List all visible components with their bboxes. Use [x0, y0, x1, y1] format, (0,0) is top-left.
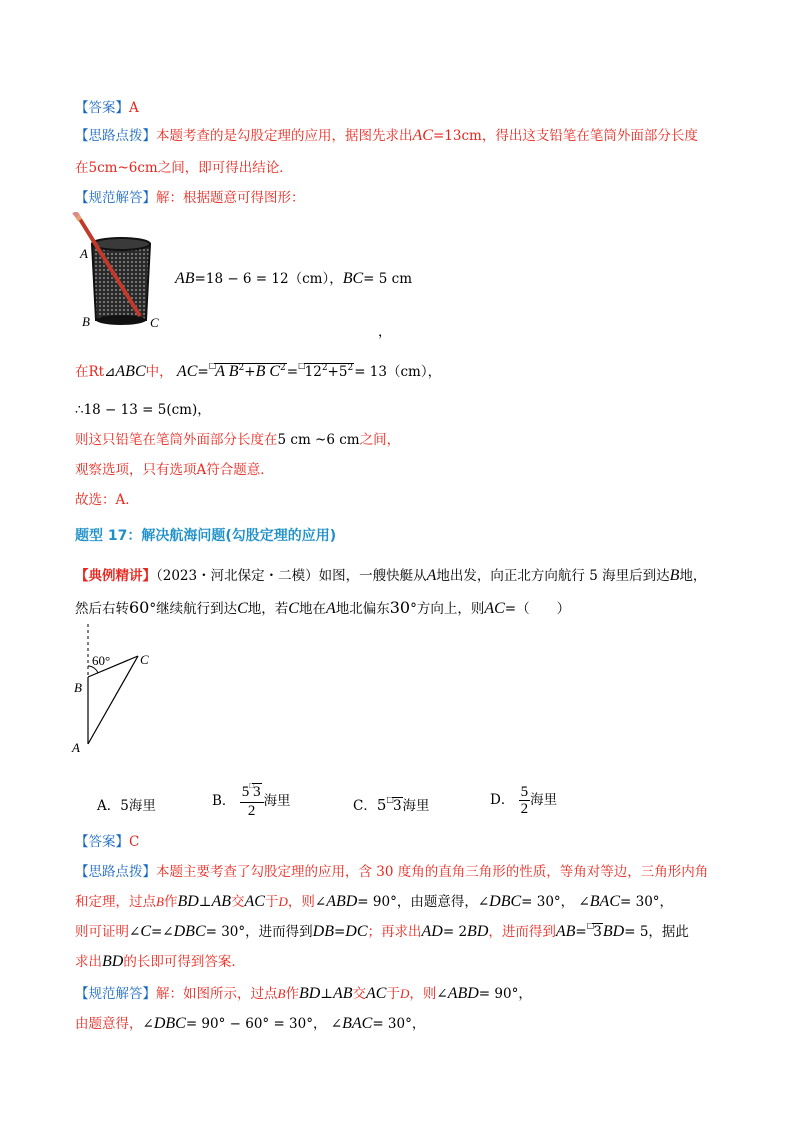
label-a: A: [80, 246, 88, 261]
point-b-label: B: [74, 680, 82, 695]
comma-mark: ，: [378, 324, 392, 340]
option-b[interactable]: B． $\frac{5^□3}{2}$ 海里: [212, 781, 291, 819]
option-a[interactable]: A．5海里: [97, 798, 156, 814]
answer-tag: 【答案】: [75, 100, 129, 116]
conclusion-line: 则这只铅笔在笔筒外面部分长度在5 cm ~6 cm之间，: [75, 432, 401, 448]
label-c: C: [150, 315, 159, 330]
point-a-label: A: [72, 740, 80, 755]
idea-line-1: 【思路点拨】本题考查的是勾股定理的应用，据图先求出AC=13cm，得出这支铅笔在笔筒外面部分长度: [75, 127, 698, 144]
sqrt-ab-bc: □A $B^2+B$ $C^2$: [208, 361, 286, 380]
therefore-line: ∴18 − 13 = 5(cm)，: [75, 402, 211, 418]
example-line-2: 然后右转60°继续航行到达C地，若C地在A地北偏东30°方向上，则AC=（ ）: [75, 598, 571, 617]
idea2-line-3: 则可证明∠C=∠DBC= 30°，进而得到DB=DC；再求出AD= 2BD，进而得到AB=□3BD= 5，据此: [75, 921, 689, 940]
idea-tag: 【思路点拨】: [75, 128, 156, 144]
label-b: B: [82, 314, 90, 329]
angle-60-label: 60°: [92, 653, 111, 668]
answer-value: A: [129, 100, 139, 116]
point-c-label: C: [140, 652, 149, 667]
answer-line-2: 【答案】C: [75, 834, 140, 850]
sqrt-12-5: $^□12^2+5^2$: [298, 361, 354, 380]
equation-ab-bc: AB=18 − 6 = 12（cm），BC= 5 cm: [175, 270, 413, 287]
rt-abc-line: 在Rt⊿ABC中， AC=□A $B^2+B$ $C^2=^□12^2+5^2= 13(cm)$，: [75, 362, 441, 384]
idea-line-2: 在5cm~6cm之间，即可得出结论．: [75, 160, 293, 176]
example-line-1: 【典例精讲】（2023・河北保定・二模）如图，一艘快艇从A地出发，向正北方向航行 5 海里后到达B地，: [75, 567, 707, 584]
solution-tag: 【规范解答】: [75, 190, 156, 206]
pencil-holder-image: [70, 212, 170, 336]
answer-line-1: [75, 98, 139, 118]
solution2-line-1: 【规范解答】解：如图所示，过点B作BD⊥AB交AC于D，则∠ABD= 90°，: [75, 985, 532, 1002]
choose-line: 故选：A．: [75, 492, 139, 508]
solution-line-1: 【规范解答】解：根据题意可得图形：: [75, 190, 305, 206]
option-d[interactable]: D． $\frac{5}{2}$ 海里: [490, 784, 558, 817]
option-c[interactable]: C．5□3海里: [353, 795, 430, 814]
idea2-line-1: 【思路点拨】本题主要考查了勾股定理的应用，含 30 度角的直角三角形的性质，等角对等边，三角形内角: [75, 864, 709, 880]
example-tag: 【典例精讲】: [75, 568, 156, 584]
idea2-line-4: 求出BD的长即可得到答案．: [75, 953, 245, 970]
solution2-line-2: 由题意得，∠DBC= 90° − 60° = 30°， ∠BAC= 30°，: [75, 1015, 426, 1032]
idea2-line-2: 和定理，过点B作BD⊥AB交AC于D，则∠ABD= 90°，由题意得，∠DBC= 30°， ∠BAC= 30°，: [75, 893, 674, 910]
section-title-17: 题型 17：解决航海问题(勾股定理的应用): [75, 528, 337, 544]
observe-line: 观察选项，只有选项A符合题意．: [75, 462, 274, 478]
navigation-figure: [66, 622, 166, 757]
